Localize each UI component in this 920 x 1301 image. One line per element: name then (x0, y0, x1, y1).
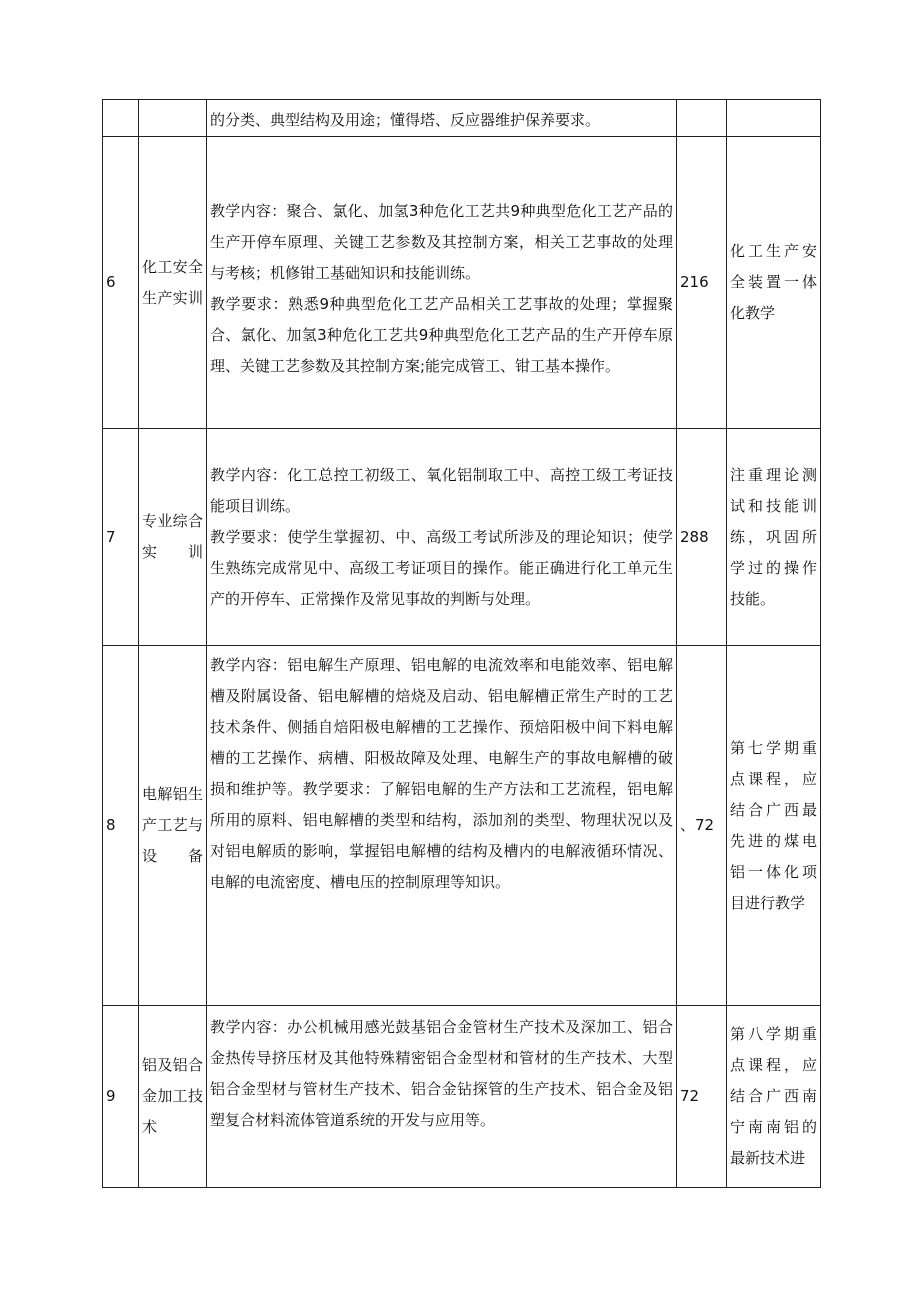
table-row (103, 1006, 821, 1188)
course-note: 第七学期重点课程，应结合广西最先进的煤电铝一体化项目进行教学 (727, 646, 821, 1006)
course-hours: 72 (677, 1006, 727, 1188)
course-hours: 288 (677, 429, 727, 646)
row-number: 6 (103, 137, 139, 429)
table-row (103, 137, 821, 429)
course-name: 化工安全生产实训 (139, 137, 207, 429)
course-content (207, 429, 677, 646)
course-note: 注重理论测试和技能训练，巩固所学过的操作技能。 (727, 429, 821, 646)
content-paragraph: 教学内容：铝电解生产原理、铝电解的电流效率和电能效率、铝电解槽及附属设备、铝电解槽的焙烧及启动、铝电解槽正常生产时的工艺技术条件、侧插自焙阳极电解槽的工艺操作、预焙阳极中间下料电解槽的工艺操作、病槽、阳极故障及处理、电解生产的事故电解槽的破损和维护等。教学要求：了解铝电解的生产方法和工艺流程，铝电解所用的原料、铝电解槽的类型和结构，添加剂的类型、物理状况以及对铝电解质的影响，掌握铝电解槽的结构及槽内的电解液循环情况、电解的电流密度、槽电压的控制原理等知识。 (210, 656, 673, 891)
row-number (103, 100, 139, 137)
course-content (207, 1006, 677, 1188)
table-row (103, 429, 821, 646)
course-content (207, 137, 677, 429)
content-paragraph: 教学要求：使学生掌握初、中、高级工考试所涉及的理论知识；使学生熟练完成常见中、高级工考证项目的操作。能正确进行化工单元生产的开停车、正常操作及常见事故的判断与处理。 (210, 527, 673, 608)
course-name: 电解铝生产工艺与设备 (139, 646, 207, 1006)
table-row (103, 646, 821, 1006)
table-row (103, 100, 821, 137)
course-content (207, 646, 677, 1006)
row-number: 9 (103, 1006, 139, 1188)
content-paragraph: 的分类、典型结构及用途；懂得塔、反应器维护保养要求。 (210, 111, 601, 129)
course-hours: 216 (677, 137, 727, 429)
row-number: 8 (103, 646, 139, 1006)
course-note (727, 100, 821, 137)
content-paragraph: 教学内容：聚合、氯化、加氢3种危化工艺共9种典型危化工艺产品的生产开停车原理、关键工艺参数及其控制方案，相关工艺事故的处理与考核；机修钳工基础知识和技能训练。 (210, 201, 673, 282)
content-paragraph: 教学内容：办公机械用感光鼓基铝合金管材生产技术及深加工、铝合金热传导挤压材及其他特殊精密铝合金型材和管材的生产技术、大型铝合金型材与管材生产技术、铝合金钻探管的生产技术、铝合金及铝塑复合材料流体管道系统的开发与应用等。 (210, 1018, 673, 1129)
course-table (102, 99, 821, 1188)
course-name: 专业综合实训 (139, 429, 207, 646)
course-content (207, 100, 677, 137)
course-note: 化工生产安全装置一体化教学 (727, 137, 821, 429)
content-paragraph: 教学要求：熟悉9种典型危化工艺产品相关工艺事故的处理；掌握聚合、氯化、加氢3种危化工艺共9种典型危化工艺产品的生产开停车原理、关键工艺参数及其控制方案;能完成管工、钳工基本操作。 (210, 294, 673, 375)
course-hours: 、72 (677, 646, 727, 1006)
course-name: 铝及铝合金加工技术 (139, 1006, 207, 1188)
course-name (139, 100, 207, 137)
course-note: 第八学期重点课程，应结合广西南宁南南铝的最新技术进 (727, 1006, 821, 1188)
course-hours (677, 100, 727, 137)
content-paragraph: 教学内容：化工总控工初级工、氧化铝制取工中、高控工级工考证技能项目训练。 (210, 465, 673, 515)
row-number: 7 (103, 429, 139, 646)
